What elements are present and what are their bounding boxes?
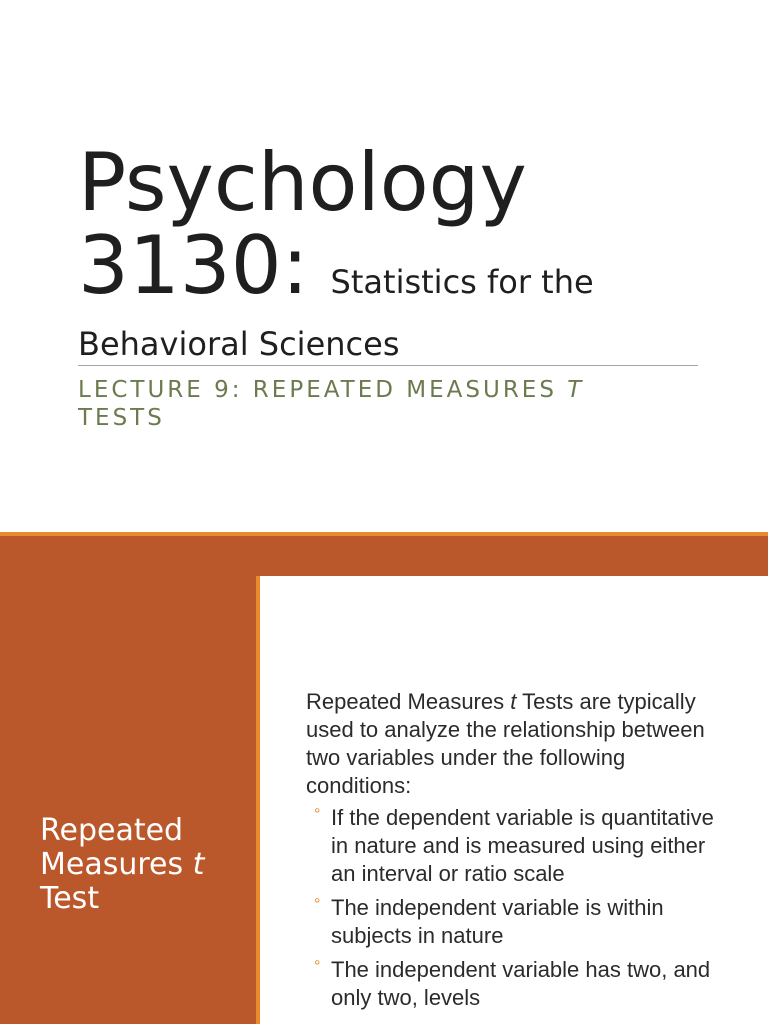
slide-title [78, 136, 718, 364]
content-title-italic-t: t [192, 847, 205, 882]
conditions-list [306, 804, 726, 1012]
course-number: 3130: [78, 219, 309, 312]
lecture-subtitle [78, 376, 638, 432]
bullet-circle-icon: ° [314, 896, 321, 913]
content-title-part2: Test [40, 881, 100, 916]
lecture-italic-t: T [567, 377, 585, 403]
subtitle-part1: Statistics for the [330, 263, 594, 301]
title-line-course-number [78, 219, 718, 322]
bullet-circle-icon: ° [314, 958, 321, 975]
content-panel [256, 576, 768, 1024]
title-line-psychology: Psychology [78, 136, 527, 229]
bullet-text: The independent variable is within subjects in nature [331, 895, 664, 948]
bullet-circle-icon: ° [314, 806, 321, 823]
list-item [314, 804, 726, 888]
body-text [306, 688, 726, 1018]
intro-paragraph [306, 688, 726, 800]
content-slide-title [40, 814, 240, 916]
intro-part1: Repeated Measures [306, 689, 511, 714]
content-title-part1: Repeated Measures [40, 813, 193, 882]
bullet-text: If the dependent variable is quantitative in nature and is measured using either an interval or ratio scale [331, 805, 714, 886]
lecture-prefix: LECTURE 9: REPEATED MEASURES [78, 377, 568, 403]
bullet-text: The independent variable has two, and only two, levels [331, 957, 711, 1010]
intro-italic-t: t [510, 689, 517, 714]
content-slide [0, 532, 768, 1024]
lecture-suffix: TESTS [78, 405, 165, 431]
intro-part2: Tests are typically used to analyze the relationship between two variables under the following conditions: [306, 689, 705, 798]
list-item [314, 956, 726, 1012]
list-item [314, 894, 726, 950]
subtitle-part2: Behavioral Sciences [78, 325, 400, 363]
title-divider [78, 365, 698, 366]
